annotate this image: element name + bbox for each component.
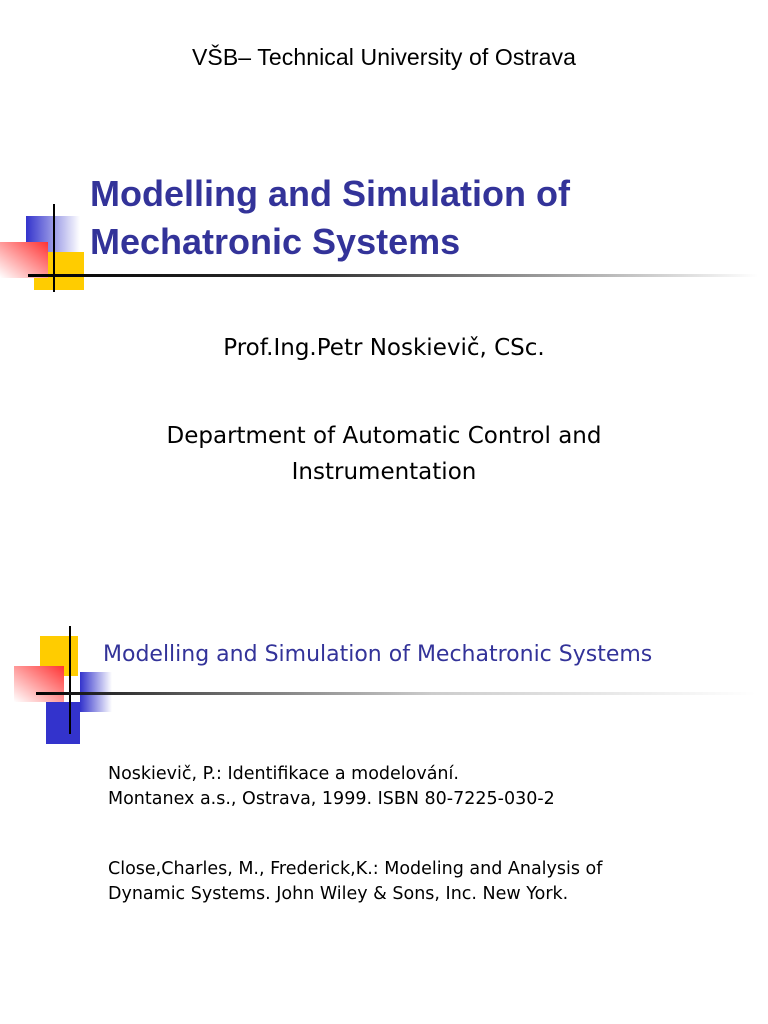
reference-item xyxy=(108,857,748,907)
title-line-2: Mechatronic Systems xyxy=(90,221,461,262)
reference-line: Noskievič, P.: Identifikace a modelování. xyxy=(108,764,459,784)
red-square xyxy=(14,666,64,702)
title-line-1: Modelling and Simulation of xyxy=(90,173,570,214)
author-name: Prof.Ing.Petr Noskievič, CSc. xyxy=(223,335,545,361)
title-underline xyxy=(28,274,758,277)
reference-line: Close,Charles, M., Frederick,K.: Modeling and Analysis of xyxy=(108,859,603,879)
blue-square xyxy=(46,702,80,744)
slide-title: Modelling and Simulation of Mechatronic Systems xyxy=(103,642,653,667)
slide-title xyxy=(90,170,750,266)
title-underline xyxy=(36,692,756,695)
department xyxy=(0,418,768,490)
department-line-2: Instrumentation xyxy=(291,459,477,485)
reference-line: Montanex a.s., Ostrava, 1999. ISBN 80-7225-030-2 xyxy=(108,789,555,809)
reference-line: Dynamic Systems. John Wiley & Sons, Inc. New York. xyxy=(108,884,569,904)
reference-item xyxy=(108,762,748,812)
university-name: VŠB– Technical University of Ostrava xyxy=(191,44,577,70)
department-line-1: Department of Automatic Control and xyxy=(166,423,602,449)
red-square xyxy=(0,242,48,278)
